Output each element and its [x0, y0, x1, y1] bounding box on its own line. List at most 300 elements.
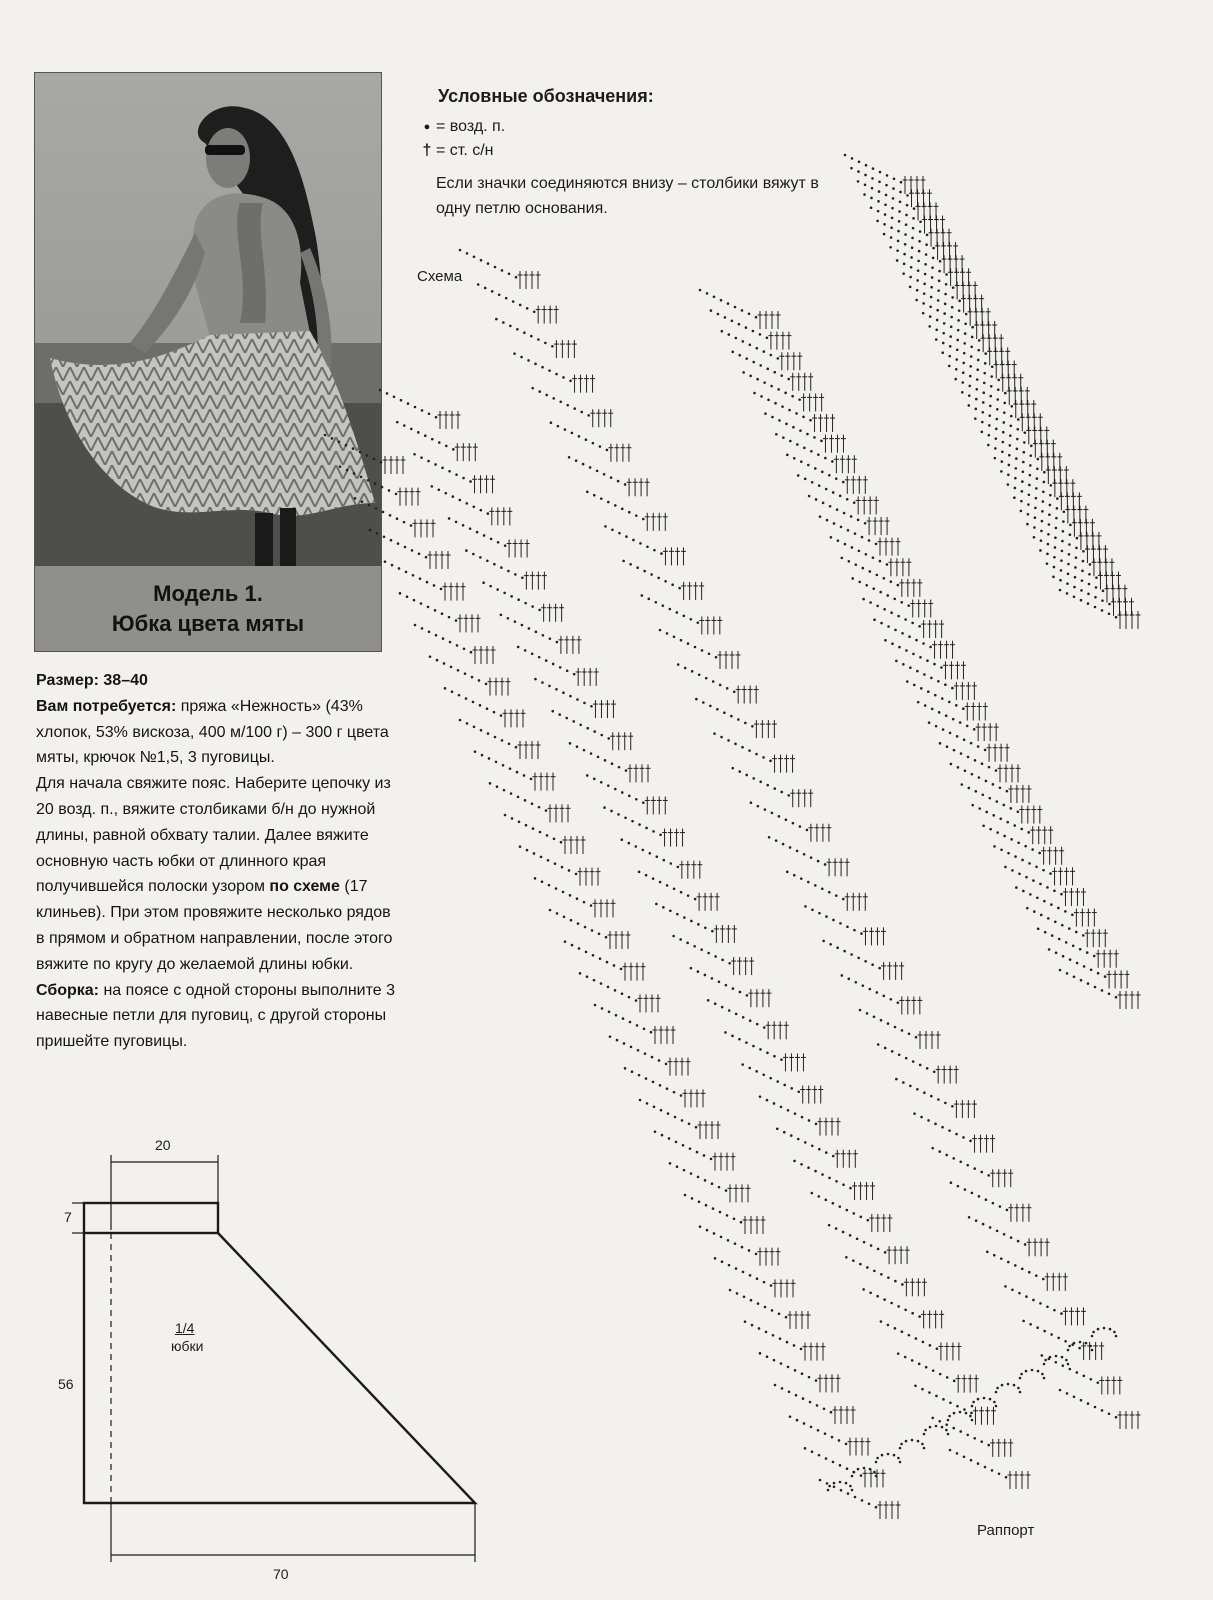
chain-stitch-dot: [880, 1320, 883, 1323]
edge-scallop-dot: [1061, 1356, 1064, 1359]
chain-stitch-dot: [989, 797, 992, 800]
chain-stitch-dot: [583, 749, 586, 752]
chain-stitch-dot: [853, 501, 856, 504]
chain-stitch-dot: [1075, 547, 1078, 550]
chain-stitch-dot: [929, 1344, 932, 1347]
chain-stitch-dot: [1039, 883, 1042, 886]
chain-stitch-dot: [875, 543, 878, 546]
chain-stitch-dot: [924, 273, 927, 276]
chain-stitch-dot: [505, 297, 508, 300]
chain-stitch-dot: [1065, 941, 1068, 944]
chain-stitch-dot: [770, 354, 773, 357]
edge-scallop-dot: [849, 1485, 852, 1488]
edge-scallop-dot: [1043, 1363, 1046, 1366]
chain-stitch-dot: [911, 246, 914, 249]
chain-stitch-dot: [410, 524, 413, 527]
chain-stitch-dot: [669, 909, 672, 912]
chain-stitch-dot: [683, 1169, 686, 1172]
edge-scallop-dot: [875, 1475, 878, 1478]
chain-stitch-dot: [395, 493, 398, 496]
chain-stitch-dot: [851, 157, 854, 160]
chain-stitch-dot: [609, 1035, 612, 1038]
chain-stitch-dot: [948, 355, 951, 358]
chain-stitch-dot: [987, 1174, 990, 1177]
chain-stitch-dot: [1034, 516, 1037, 519]
chain-stitch-dot: [864, 174, 867, 177]
chain-stitch-dot: [845, 1256, 848, 1259]
chain-stitch-dot: [1087, 1402, 1090, 1405]
chain-stitch-dot: [617, 813, 620, 816]
chain-stitch-dot: [666, 884, 669, 887]
chain-stitch-dot: [538, 390, 541, 393]
chain-stitch-dot: [369, 529, 372, 532]
chain-stitch-dot: [428, 413, 431, 416]
chain-stitch-dot: [933, 1070, 936, 1073]
chain-stitch-dot: [532, 827, 535, 830]
chain-stitch-dot: [943, 322, 946, 325]
chain-stitch-dot: [742, 1271, 745, 1274]
chain-stitch-dot: [566, 669, 569, 672]
chain-stitch-dot: [589, 466, 592, 469]
chain-stitch-dot: [949, 345, 952, 348]
chain-stitch-dot: [752, 777, 755, 780]
chain-stitch-dot: [691, 670, 694, 673]
edge-scallop-dot: [917, 1440, 920, 1443]
chain-stitch-dot: [787, 378, 790, 381]
chain-stitch-dot: [618, 766, 621, 769]
chain-stitch-dot: [939, 1373, 942, 1376]
chain-stitch-dot: [495, 318, 498, 321]
chain-stitch-dot: [879, 560, 882, 563]
chain-stitch-dot: [999, 786, 1002, 789]
chain-stitch-dot: [832, 491, 835, 494]
chain-stitch-dot: [862, 598, 865, 601]
chain-stitch-dot: [1029, 464, 1032, 467]
chain-stitch-dot: [841, 557, 844, 560]
chain-stitch-dot: [1033, 526, 1036, 529]
chain-stitch-dot: [704, 926, 707, 929]
edge-scallop-dot: [947, 1433, 950, 1436]
chain-stitch-dot: [710, 309, 713, 312]
chain-stitch-dot: [857, 957, 860, 960]
chain-stitch-dot: [938, 280, 941, 283]
chain-stitch-dot: [459, 719, 462, 722]
chain-stitch-dot: [558, 713, 561, 716]
chain-stitch-dot: [865, 164, 868, 167]
chain-stitch-dot: [508, 743, 511, 746]
chain-stitch-dot: [799, 825, 802, 828]
chain-stitch-dot: [955, 704, 958, 707]
chain-stitch-dot: [562, 376, 565, 379]
chain-stitch-dot: [983, 382, 986, 385]
chain-stitch-dot: [1078, 1347, 1081, 1350]
chain-stitch-dot: [879, 591, 882, 594]
chain-stitch-dot: [1081, 570, 1084, 573]
chain-stitch-dot: [1083, 965, 1086, 968]
chain-stitch-dot: [803, 853, 806, 856]
chain-stitch-dot: [448, 470, 451, 473]
chain-stitch-dot: [1023, 451, 1026, 454]
chain-stitch-dot: [388, 489, 391, 492]
chain-stitch-dot: [862, 1288, 865, 1291]
chain-stitch-dot: [1021, 1268, 1024, 1271]
chain-stitch-dot: [1046, 1305, 1049, 1308]
chain-stitch-dot: [884, 1047, 887, 1050]
chain-stitch-dot: [822, 502, 825, 505]
chain-stitch-dot: [988, 424, 991, 427]
chain-stitch-dot: [1023, 441, 1026, 444]
edge-scallop-dot: [1013, 1384, 1016, 1387]
chain-stitch-dot: [1081, 579, 1084, 582]
chain-stitch-dot: [897, 584, 900, 587]
chain-stitch-dot: [421, 409, 424, 412]
chain-stitch-dot: [944, 1102, 947, 1105]
chain-stitch-dot: [742, 371, 745, 374]
chain-stitch-dot: [714, 1002, 717, 1005]
chain-stitch-dot: [877, 200, 880, 203]
instructions: [36, 668, 396, 1055]
chain-stitch-dot: [1007, 483, 1010, 486]
chain-stitch-dot: [1035, 487, 1038, 490]
body-text-end: (17 клиньев). При этом провяжите несколько рядов в прямом и обратном направлении, после этого вяжите по кругу до желаемой длины юбки.: [36, 878, 393, 973]
chain-stitch-dot: [520, 356, 523, 359]
chain-stitch-dot: [508, 273, 511, 276]
chain-stitch-dot: [763, 350, 766, 353]
chain-stitch-dot: [948, 701, 951, 704]
chain-stitch-dot: [800, 1163, 803, 1166]
chain-stitch-dot: [973, 1167, 976, 1170]
chain-stitch-dot: [644, 1052, 647, 1055]
chain-stitch-dot: [600, 781, 603, 784]
chain-stitch-dot: [859, 1009, 862, 1012]
chain-stitch-dot: [704, 974, 707, 977]
chain-stitch-dot: [1044, 931, 1047, 934]
chain-stitch-dot: [771, 416, 774, 419]
chain-stitch-dot: [504, 544, 507, 547]
edge-scallop-dot: [828, 1485, 831, 1488]
chain-stitch-dot: [915, 1036, 918, 1039]
chain-stitch-dot: [590, 752, 593, 755]
chain-stitch-dot: [1022, 890, 1025, 893]
chain-stitch-dot: [1014, 1264, 1017, 1267]
chain-stitch-dot: [808, 1119, 811, 1122]
chain-stitch-dot: [331, 437, 334, 440]
chain-stitch-dot: [1082, 550, 1085, 553]
chain-stitch-dot: [470, 651, 473, 654]
chain-stitch-dot: [806, 829, 809, 832]
bottom-width-label: 70: [273, 1566, 289, 1582]
chain-stitch-dot: [883, 577, 886, 580]
chain-stitch-dot: [1048, 523, 1051, 526]
chain-stitch-dot: [872, 587, 875, 590]
chain-stitch-dot: [421, 627, 424, 630]
chain-stitch-dot: [971, 326, 974, 329]
chain-stitch-dot: [858, 581, 861, 584]
chain-stitch-dot: [586, 727, 589, 730]
chain-stitch-dot: [452, 448, 455, 451]
chain-stitch-dot: [923, 292, 926, 295]
chain-stitch-dot: [1062, 530, 1065, 533]
chain-stitch-dot: [1074, 576, 1077, 579]
chain-stitch-dot: [621, 508, 624, 511]
chain-stitch-dot: [952, 286, 955, 289]
chain-stitch-dot: [728, 1009, 731, 1012]
chain-stitch-dot: [922, 312, 925, 315]
chain-stitch-dot: [897, 230, 900, 233]
chain-stitch-dot: [918, 625, 921, 628]
chain-stitch-dot: [927, 1119, 930, 1122]
chain-stitch-dot: [919, 230, 922, 233]
body-text-bold: по схеме: [269, 878, 340, 896]
edge-scallop-dot: [1067, 1363, 1070, 1366]
chain-stitch-dot: [806, 433, 809, 436]
chain-stitch-dot: [417, 431, 420, 434]
chain-stitch-dot: [620, 968, 623, 971]
chain-stitch-dot: [828, 474, 831, 477]
chain-stitch-dot: [1036, 477, 1039, 480]
chain-stitch-dot: [783, 1131, 786, 1134]
chain-stitch-dot: [842, 898, 845, 901]
chain-stitch-dot: [801, 1116, 804, 1119]
chain-stitch-dot: [876, 220, 879, 223]
chain-stitch-dot: [828, 891, 831, 894]
edge-scallop-dot: [851, 1475, 854, 1478]
chain-stitch-dot: [885, 184, 888, 187]
scheme-label: Схема: [417, 268, 463, 285]
chain-stitch-dot: [1032, 1299, 1035, 1302]
chain-stitch-dot: [792, 426, 795, 429]
chain-stitch-dot: [924, 704, 927, 707]
chain-stitch-dot: [1001, 460, 1004, 463]
chain-stitch-dot: [945, 714, 948, 717]
chain-stitch-dot: [463, 648, 466, 651]
chain-stitch-dot: [787, 1109, 790, 1112]
chain-stitch-dot: [586, 975, 589, 978]
chain-stitch-dot: [950, 1181, 953, 1184]
edge-scallop-dot: [1025, 1370, 1028, 1373]
chain-stitch-dot: [719, 1211, 722, 1214]
chain-stitch-dot: [735, 337, 738, 340]
chain-stitch-dot: [491, 290, 494, 293]
chain-stitch-dot: [636, 566, 639, 569]
chain-stitch-dot: [572, 720, 575, 723]
chain-stitch-dot: [1017, 1240, 1020, 1243]
chain-stitch-dot: [743, 1296, 746, 1299]
chain-stitch-dot: [749, 1019, 752, 1022]
chain-stitch-dot: [850, 953, 853, 956]
chain-stitch-dot: [380, 461, 383, 464]
chain-stitch-dot: [603, 473, 606, 476]
chain-stitch-dot: [807, 1166, 810, 1169]
chain-stitch-dot: [531, 387, 534, 390]
chain-stitch-dot: [735, 1013, 738, 1016]
edge-scallop-dot: [1001, 1384, 1004, 1387]
chain-stitch-dot: [970, 1459, 973, 1462]
chain-stitch-dot: [576, 745, 579, 748]
chain-stitch-dot: [777, 357, 780, 360]
chain-stitch-dot: [900, 181, 903, 184]
chain-stitch-dot: [717, 313, 720, 316]
chain-stitch-dot: [883, 608, 886, 611]
chain-stitch-dot: [824, 1432, 827, 1435]
chain-stitch-dot: [916, 289, 919, 292]
chain-stitch-dot: [896, 259, 899, 262]
chain-stitch-dot: [914, 1384, 917, 1387]
chain-stitch-dot: [527, 359, 530, 362]
chain-stitch-dot: [1108, 993, 1111, 996]
chain-stitch-dot: [410, 428, 413, 431]
chain-stitch-dot: [915, 1337, 918, 1340]
chain-stitch-dot: [926, 234, 929, 237]
chain-stitch-dot: [950, 316, 953, 319]
chain-stitch-dot: [630, 1046, 633, 1049]
chain-stitch-dot: [913, 684, 916, 687]
chain-stitch-dot: [751, 725, 754, 728]
chain-stitch-dot: [695, 1126, 698, 1129]
chain-stitch-dot: [766, 1099, 769, 1102]
chain-stitch-dot: [988, 414, 991, 417]
chain-stitch-dot: [854, 1496, 857, 1499]
chain-stitch-dot: [996, 831, 999, 834]
chain-stitch-dot: [427, 606, 430, 609]
chain-stitch-dot: [811, 1450, 814, 1453]
legend-heading: Условные обозначения:: [438, 86, 654, 106]
chain-stitch-dot: [1029, 893, 1032, 896]
edge-scallop-dot: [965, 1412, 968, 1415]
chain-stitch-dot: [870, 1244, 873, 1247]
chain-stitch-dot: [883, 995, 886, 998]
chain-stitch-dot: [782, 843, 785, 846]
chain-stitch-dot: [969, 365, 972, 368]
chain-stitch-dot: [961, 381, 964, 384]
chain-stitch-dot: [730, 715, 733, 718]
chain-stitch-dot: [902, 1081, 905, 1084]
edge-scallop-dot: [1044, 1359, 1047, 1362]
chain-stitch-dot: [431, 485, 434, 488]
chain-stitch-dot: [906, 204, 909, 207]
chain-stitch-dot: [705, 677, 708, 680]
chain-stitch-dot: [908, 635, 911, 638]
chain-stitch-dot: [517, 646, 520, 649]
edge-scallop-dot: [1103, 1327, 1106, 1330]
edge-scallop-dot: [921, 1443, 924, 1446]
chain-stitch-dot: [865, 553, 868, 556]
chain-stitch-dot: [688, 1123, 691, 1126]
chain-stitch-dot: [1094, 606, 1097, 609]
chain-stitch-dot: [375, 507, 378, 510]
chain-stitch-dot: [763, 1026, 766, 1029]
chain-stitch-dot: [500, 714, 503, 717]
chain-stitch-dot: [628, 996, 631, 999]
chain-stitch-dot: [442, 637, 445, 640]
chain-stitch-dot: [1027, 503, 1030, 506]
chain-stitch-dot: [912, 653, 915, 656]
chain-stitch-dot: [473, 255, 476, 258]
chain-stitch-dot: [656, 855, 659, 858]
edge-scallop-dot: [1043, 1377, 1046, 1380]
chain-stitch-dot: [1040, 530, 1043, 533]
chain-stitch-dot: [608, 1011, 611, 1014]
chain-stitch-dot: [1030, 445, 1033, 448]
chain-stitch-dot: [778, 1313, 781, 1316]
chain-stitch-dot: [411, 549, 414, 552]
chain-stitch-dot: [952, 1427, 955, 1430]
chain-stitch-dot: [925, 243, 928, 246]
chain-stitch-dot: [937, 289, 940, 292]
chain-stitch-dot: [823, 1408, 826, 1411]
chain-stitch-dot: [954, 378, 957, 381]
chain-stitch-dot: [1010, 807, 1013, 810]
chain-stitch-dot: [553, 838, 556, 841]
chain-stitch-dot: [984, 352, 987, 355]
chain-stitch-dot: [903, 253, 906, 256]
chain-stitch-dot: [635, 999, 638, 1002]
chain-stitch-dot: [646, 545, 649, 548]
chain-stitch-dot: [731, 351, 734, 354]
model-title-line1: Модель 1.: [153, 580, 263, 606]
chain-stitch-dot: [752, 361, 755, 364]
chain-stitch-dot: [632, 539, 635, 542]
chain-stitch-dot: [703, 1154, 706, 1157]
chain-stitch-dot: [550, 421, 553, 424]
chain-stitch-dot: [977, 1462, 980, 1465]
chain-stitch-dot: [913, 207, 916, 210]
chain-stitch-dot: [541, 681, 544, 684]
chain-stitch-dot: [1009, 434, 1012, 437]
chain-stitch-dot: [573, 673, 576, 676]
chain-stitch-dot: [721, 1006, 724, 1009]
chain-stitch-dot: [929, 306, 932, 309]
chain-stitch-dot: [517, 598, 520, 601]
chain-stitch-dot: [737, 718, 740, 721]
chain-stitch-dot: [535, 631, 538, 634]
chain-stitch-dot: [856, 1237, 859, 1240]
chain-stitch-dot: [660, 552, 663, 555]
chain-stitch-dot: [1058, 938, 1061, 941]
chain-stitch-dot: [687, 642, 690, 645]
chain-stitch-dot: [436, 659, 439, 662]
chain-stitch-dot: [756, 378, 759, 381]
chain-stitch-dot: [951, 1105, 954, 1108]
chain-stitch-dot: [593, 979, 596, 982]
chain-stitch-dot: [997, 388, 1000, 391]
edge-scallop-dot: [881, 1454, 884, 1457]
cross-icon: †: [422, 142, 432, 159]
chain-stitch-dot: [425, 556, 428, 559]
chain-stitch-dot: [1108, 1413, 1111, 1416]
body-paragraph: [36, 771, 396, 977]
assembly-line: [36, 978, 396, 1055]
chain-stitch-dot: [793, 1344, 796, 1347]
chain-stitch-dot: [800, 1348, 803, 1351]
size-label: Размер:: [36, 672, 99, 689]
chain-stitch-dot: [903, 263, 906, 266]
chain-stitch-dot: [835, 1180, 838, 1183]
chain-stitch-dot: [892, 187, 895, 190]
chain-stitch-dot: [1049, 494, 1052, 497]
chain-stitch-dot: [750, 1299, 753, 1302]
chain-stitch-dot: [826, 1482, 829, 1485]
chain-stitch-dot: [794, 1112, 797, 1115]
chain-stitch-dot: [611, 528, 614, 531]
chain-stitch-dot: [462, 477, 465, 480]
chain-stitch-dot: [582, 463, 585, 466]
chain-stitch-dot: [413, 599, 416, 602]
chain-stitch-dot: [593, 778, 596, 781]
chain-stitch-dot: [894, 1327, 897, 1330]
chain-stitch-dot: [469, 480, 472, 483]
chain-stitch-dot: [899, 191, 902, 194]
